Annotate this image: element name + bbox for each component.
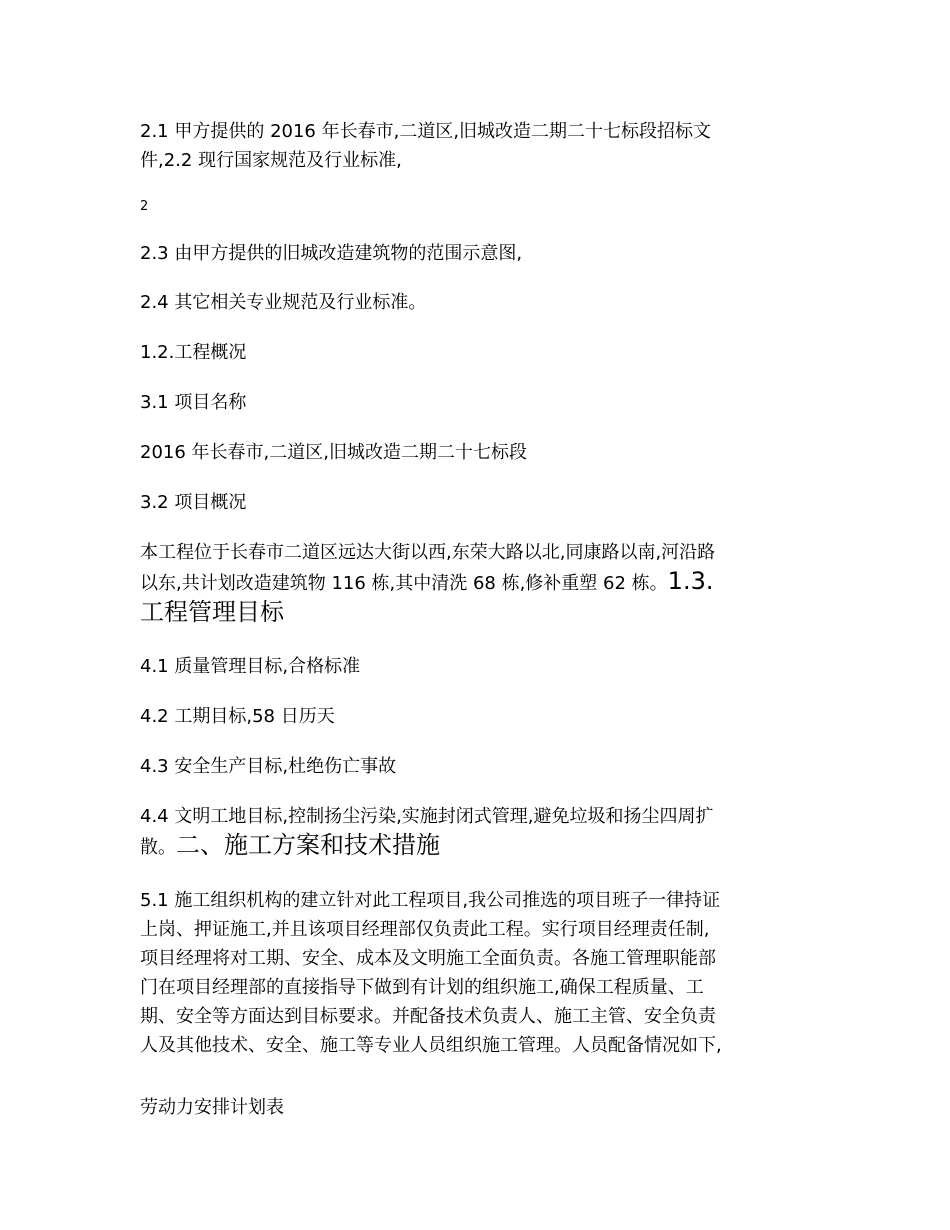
text-line: 期、安全等方面达到目标要求。并配备技术负责人、施工主管、安全负责 [140, 1006, 716, 1027]
text-line: 门在项目经理部的直接指导下做到有计划的组织施工,确保工程质量、工 [140, 977, 704, 998]
text-line: 人及其他技术、安全、施工等专业人员组织施工管理。人员配备情况如下, [140, 1035, 722, 1056]
document-page [140, 0, 820, 1230]
text-line [140, 831, 820, 862]
text-segment: 散。 [140, 837, 176, 858]
paragraph-4-1: 4.1 质量管理目标,合格标准 [140, 656, 361, 677]
heading-section-2: 二、施工方案和技术措施 [176, 831, 440, 859]
text-line: 本工程位于长春市二道区远达大街以西,东荣大路以北,同康路以南,河沿路 [140, 542, 716, 563]
text-line: 件,2.2 现行国家规范及行业标准, [140, 150, 402, 171]
text-line: 4.4 文明工地目标,控制扬尘污染,实施封闭式管理,避免垃圾和扬尘四周扩 [140, 806, 714, 827]
paragraph-2-4: 2.4 其它相关专业规范及行业标准。 [140, 292, 427, 313]
text-line: 上岗、押证施工,并且该项目经理部仅负责此工程。实行项目经理责任制, [140, 919, 710, 940]
heading-3-1: 3.1 项目名称 [140, 392, 247, 413]
paragraph-2-3: 2.3 由甲方提供的旧城改造建筑物的范围示意图, [140, 243, 523, 264]
heading-3-2: 3.2 项目概况 [140, 492, 247, 513]
project-overview [140, 538, 820, 627]
text-line: 5.1 施工组织机构的建立针对此工程项目,我公司推选的项目班子一律持证 [140, 890, 721, 911]
paragraph-4-4 [140, 802, 820, 862]
paragraph-2-1 [140, 117, 820, 175]
paragraph-4-2: 4.2 工期目标,58 日历天 [140, 706, 335, 727]
text-line: 2.1 甲方提供的 2016 年长春市,二道区,旧城改造二期二十七标段招标文 [140, 121, 712, 142]
paragraph-5-1 [140, 886, 820, 1060]
labor-plan-title: 劳动力安排计划表 [140, 1097, 284, 1118]
text-segment: 以东,共计划改造建筑物 116 栋,其中清洗 68 栋,修补重塑 62 栋。 [140, 573, 668, 594]
project-name: 2016 年长春市,二道区,旧城改造二期二十七标段 [140, 442, 527, 463]
paragraph-4-3: 4.3 安全生产目标,杜绝伤亡事故 [140, 756, 397, 777]
text-line [140, 567, 820, 598]
heading-1-3-number: 1.3. [667, 567, 714, 595]
heading-1-3-title: 工程管理目标 [140, 598, 284, 626]
page-number: 2 [140, 199, 149, 214]
heading-1-2: 1.2.工程概况 [140, 342, 247, 363]
text-line: 项目经理将对工期、安全、成本及文明施工全面负责。各施工管理职能部 [140, 948, 716, 969]
